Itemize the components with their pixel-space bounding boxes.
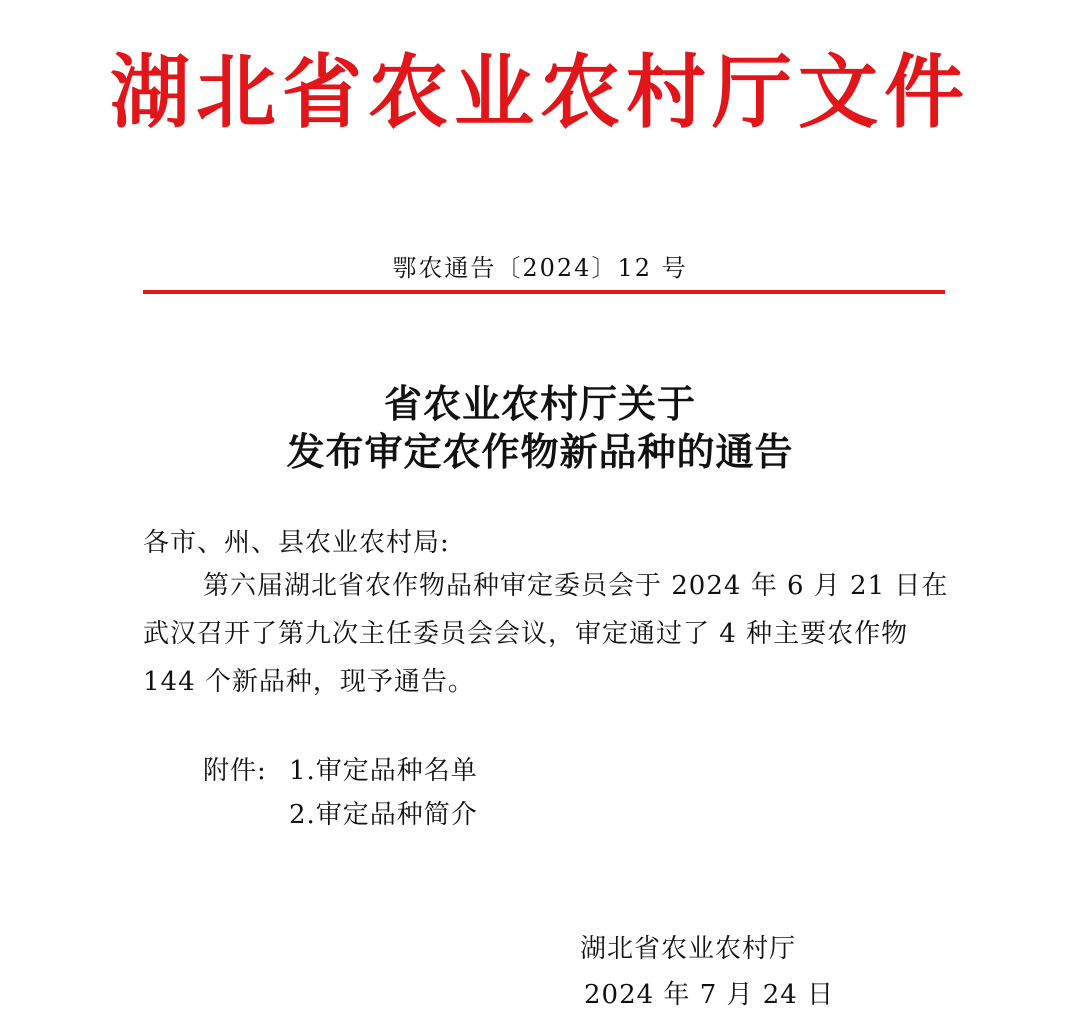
attachment-item-1: 1.审定品种名单 [289, 756, 478, 786]
notice-title-line-1: 省农业农村厅关于 [383, 381, 696, 426]
signature-date: 2024 年 7 月 24 日 [584, 980, 835, 1010]
notice-title-line-2: 发布审定农作物新品种的通告 [286, 429, 794, 474]
signature-organization: 湖北省农业农村厅 [580, 934, 797, 964]
body-paragraph-line-1: 第六届湖北省农作物品种审定委员会于 2024 年 6 月 21 日在 [203, 571, 949, 601]
red-divider-line [143, 290, 945, 294]
attachments-label: 附件: [203, 756, 267, 786]
addressee: 各市、州、县农业农村局: [143, 528, 450, 558]
body-paragraph-line-2: 武汉召开了第九次主任委员会会议，审定通过了 4 种主要农作物 [143, 619, 909, 649]
document-header-title: 湖北省农业农村厅文件 [110, 45, 970, 139]
attachment-item-2: 2.审定品种简介 [289, 800, 478, 830]
body-paragraph-line-3: 144 个新品种，现予通告。 [143, 667, 475, 697]
document-number: 鄂农通告〔2024〕12 号 [392, 254, 688, 282]
